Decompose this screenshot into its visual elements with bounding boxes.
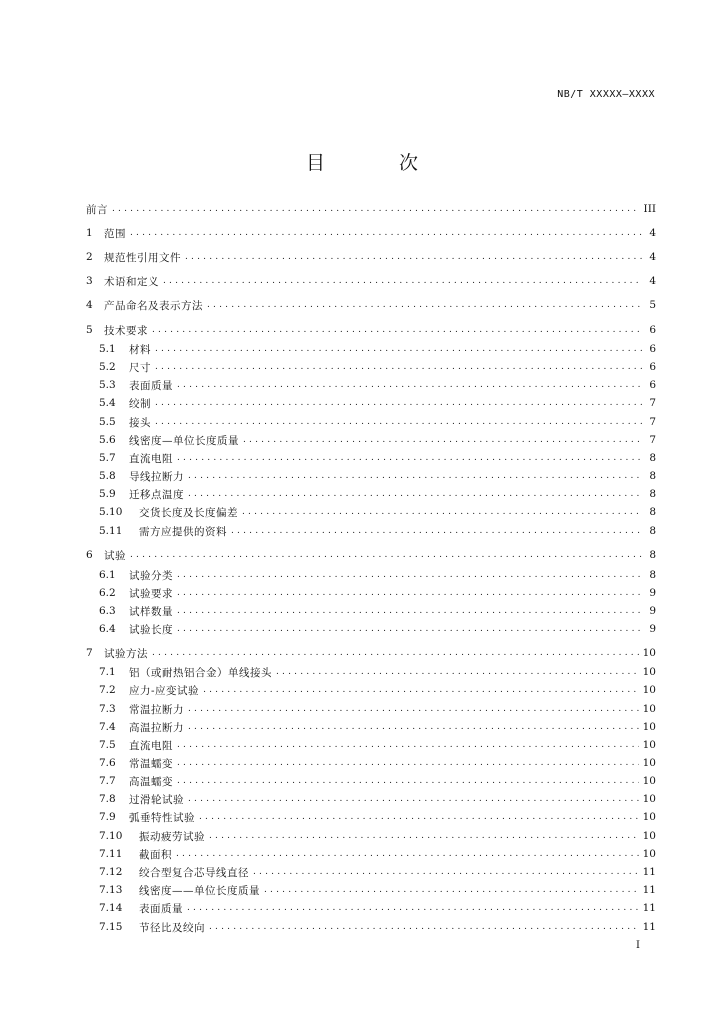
toc-leader xyxy=(152,321,642,339)
toc-page: 10 xyxy=(642,775,656,787)
toc-subentry[interactable] xyxy=(99,881,656,899)
toc-label: 术语和定义 xyxy=(104,275,159,288)
toc-number: 3 xyxy=(86,275,93,287)
toc-number: 5.3 xyxy=(99,379,116,391)
toc-number: 7.2 xyxy=(99,684,116,696)
toc-entry[interactable] xyxy=(86,644,656,662)
toc-page: 10 xyxy=(642,647,656,659)
toc-label: 交货长度及长度偏差 xyxy=(139,506,238,519)
toc-leader xyxy=(203,681,639,699)
toc-number: 6.4 xyxy=(99,623,116,635)
toc-label: 试样数量 xyxy=(129,605,173,618)
toc-label: 铝（或耐热铝合金）单线接头 xyxy=(129,666,272,679)
toc-subentry[interactable] xyxy=(99,918,656,936)
toc-label: 高温拉断力 xyxy=(129,721,184,734)
toc-label: 过滑轮试验 xyxy=(129,793,184,806)
toc-subentry[interactable] xyxy=(99,681,656,699)
toc-entry[interactable] xyxy=(86,296,656,314)
toc-subentry[interactable] xyxy=(99,863,656,881)
toc-subentry[interactable] xyxy=(99,566,656,584)
toc-subentry[interactable] xyxy=(99,718,656,736)
toc-leader xyxy=(177,772,639,790)
toc-number: 7.4 xyxy=(99,721,116,733)
toc-subentry[interactable] xyxy=(99,522,656,540)
toc-subentry[interactable] xyxy=(99,358,656,376)
toc-label: 尺寸 xyxy=(129,361,151,374)
toc-subentry[interactable] xyxy=(99,736,656,754)
toc-leader xyxy=(176,845,639,863)
toc-leader xyxy=(155,394,642,412)
toc-entry[interactable] xyxy=(86,224,656,242)
toc-page: 10 xyxy=(642,666,656,678)
toc-page: 10 xyxy=(642,721,656,733)
toc-number: 6.1 xyxy=(99,569,116,581)
toc-label: 绞制 xyxy=(129,397,151,410)
toc-entry[interactable] xyxy=(86,248,656,266)
toc-leader xyxy=(242,503,642,521)
toc-subentry[interactable] xyxy=(99,376,656,394)
toc-leader xyxy=(264,881,639,899)
toc-subentry[interactable] xyxy=(99,772,656,790)
toc-page: 11 xyxy=(642,866,656,878)
toc-page: 8 xyxy=(649,549,656,561)
toc-number: 5.6 xyxy=(99,434,116,446)
toc-label: 振动疲劳试验 xyxy=(139,830,205,843)
toc-subentry[interactable] xyxy=(99,503,656,521)
toc-leader xyxy=(152,644,639,662)
toc-page: 8 xyxy=(649,569,656,581)
toc-leader xyxy=(187,899,639,917)
toc-subentry[interactable] xyxy=(99,431,656,449)
toc-page: 9 xyxy=(649,605,656,617)
toc-number: 7.12 xyxy=(99,866,123,878)
toc-page: 7 xyxy=(649,416,656,428)
toc-leader xyxy=(188,790,639,808)
toc-page: 9 xyxy=(649,623,656,635)
toc-leader xyxy=(209,918,639,936)
toc-label: 规范性引用文件 xyxy=(104,251,181,264)
toc-leader xyxy=(130,546,642,564)
toc-number: 7.5 xyxy=(99,739,116,751)
toc-leader xyxy=(177,602,642,620)
toc-label: 线密度——单位长度质量 xyxy=(139,884,260,897)
toc-subentry[interactable] xyxy=(99,790,656,808)
page-number: I xyxy=(636,940,640,951)
toc-subentry[interactable] xyxy=(99,340,656,358)
toc-leader xyxy=(207,296,642,314)
toc-page: 8 xyxy=(649,452,656,464)
toc-subentry[interactable] xyxy=(99,584,656,602)
toc-leader xyxy=(253,863,639,881)
toc-page: 10 xyxy=(642,848,656,860)
toc-page: 11 xyxy=(642,921,656,933)
toc-label: 范围 xyxy=(104,227,126,240)
toc-number: 1 xyxy=(86,227,93,239)
toc-entry[interactable] xyxy=(86,272,656,290)
toc-subentry[interactable] xyxy=(99,467,656,485)
toc-page: 6 xyxy=(649,361,656,373)
toc-label: 技术要求 xyxy=(104,324,148,337)
toc-leader xyxy=(276,663,639,681)
toc-label: 线密度—单位长度质量 xyxy=(129,434,239,447)
toc-label: 应力-应变试验 xyxy=(129,684,200,697)
toc-leader xyxy=(188,485,642,503)
toc-page: 4 xyxy=(649,251,656,263)
toc-number: 5.8 xyxy=(99,470,116,482)
toc-leader xyxy=(243,431,642,449)
toc-number: 7.14 xyxy=(99,902,123,914)
toc-page: 4 xyxy=(649,227,656,239)
toc-leader xyxy=(188,700,639,718)
toc-page: 8 xyxy=(649,470,656,482)
toc-leader xyxy=(112,200,640,218)
toc-number: 6.3 xyxy=(99,605,116,617)
toc-subentry[interactable] xyxy=(99,700,656,718)
toc-number: 7.9 xyxy=(99,811,116,823)
toc-leader xyxy=(163,272,642,290)
toc-leader xyxy=(155,413,642,431)
toc-label: 弧垂特性试验 xyxy=(129,811,195,824)
toc-number: 7.1 xyxy=(99,666,116,678)
toc-number: 5.5 xyxy=(99,416,116,428)
toc-entry-foreword[interactable] xyxy=(86,200,656,218)
toc-label: 产品命名及表示方法 xyxy=(104,299,203,312)
toc-label: 材料 xyxy=(129,343,151,356)
toc-number: 5.7 xyxy=(99,452,116,464)
toc-number: 5.11 xyxy=(99,525,123,537)
toc-subentry[interactable] xyxy=(99,602,656,620)
toc-leader xyxy=(188,467,642,485)
toc-entry[interactable] xyxy=(86,321,656,339)
toc-page: 11 xyxy=(642,884,656,896)
toc-leader xyxy=(209,827,639,845)
toc-page: 8 xyxy=(649,506,656,518)
toc-leader xyxy=(199,808,639,826)
toc-number: 7 xyxy=(86,647,93,659)
toc-number: 7.3 xyxy=(99,703,116,715)
toc-label: 前言 xyxy=(86,203,108,216)
toc-page: 6 xyxy=(649,379,656,391)
toc-page: 7 xyxy=(649,434,656,446)
toc-label: 表面质量 xyxy=(139,902,183,915)
toc-leader xyxy=(177,736,639,754)
toc-page: III xyxy=(643,203,656,215)
toc-label: 试验要求 xyxy=(129,587,173,600)
toc-number: 5.10 xyxy=(99,506,123,518)
toc-subentry[interactable] xyxy=(99,449,656,467)
toc-label: 试验 xyxy=(104,549,126,562)
toc-subentry[interactable] xyxy=(99,663,656,681)
toc-subentry[interactable] xyxy=(99,413,656,431)
toc-number: 2 xyxy=(86,251,93,263)
toc-page: 10 xyxy=(642,703,656,715)
toc-leader xyxy=(188,718,639,736)
toc-number: 5.1 xyxy=(99,343,116,355)
toc-page: 4 xyxy=(649,275,656,287)
toc-subentry[interactable] xyxy=(99,899,656,917)
toc-label: 试验方法 xyxy=(104,647,148,660)
toc-number: 5.4 xyxy=(99,397,116,409)
toc-number: 5.2 xyxy=(99,361,116,373)
toc-label: 直流电阻 xyxy=(129,452,173,465)
toc-subentry[interactable] xyxy=(99,394,656,412)
toc-page: 6 xyxy=(649,343,656,355)
toc-leader xyxy=(155,358,642,376)
document-code: NB/T XXXXX—XXXX xyxy=(557,89,655,100)
toc-page: 10 xyxy=(642,684,656,696)
toc-page: 6 xyxy=(649,324,656,336)
toc-entry[interactable] xyxy=(86,546,656,564)
toc-label: 需方应提供的资料 xyxy=(139,525,227,538)
toc-number: 6.2 xyxy=(99,587,116,599)
toc-subentry[interactable] xyxy=(99,620,656,638)
toc-label: 节径比及绞向 xyxy=(139,921,205,934)
toc-leader xyxy=(185,248,642,266)
toc-label: 绞合型复合芯导线直径 xyxy=(139,866,249,879)
toc-subentry[interactable] xyxy=(99,754,656,772)
toc-number: 6 xyxy=(86,549,93,561)
toc-label: 表面质量 xyxy=(129,379,173,392)
toc-label: 常温拉断力 xyxy=(129,703,184,716)
toc-label: 试验分类 xyxy=(129,569,173,582)
toc-label: 高温蠕变 xyxy=(129,775,173,788)
toc-subentry[interactable] xyxy=(99,485,656,503)
toc-number: 5 xyxy=(86,324,93,336)
toc-number: 7.6 xyxy=(99,757,116,769)
toc-number: 7.13 xyxy=(99,884,123,896)
toc-label: 截面积 xyxy=(139,848,172,861)
toc-label: 迁移点温度 xyxy=(129,488,184,501)
toc-page: 10 xyxy=(642,757,656,769)
toc-page: 8 xyxy=(649,525,656,537)
toc-page: 10 xyxy=(642,830,656,842)
toc-number: 5.9 xyxy=(99,488,116,500)
toc-subentry[interactable] xyxy=(99,845,656,863)
toc-number: 7.7 xyxy=(99,775,116,787)
toc-label: 直流电阻 xyxy=(129,739,173,752)
toc-page: 8 xyxy=(649,488,656,500)
toc-leader xyxy=(177,449,642,467)
toc-number: 7.8 xyxy=(99,793,116,805)
toc-page: 5 xyxy=(649,299,656,311)
toc-page: 7 xyxy=(649,397,656,409)
toc-label: 常温蠕变 xyxy=(129,757,173,770)
toc-subentry[interactable] xyxy=(99,827,656,845)
toc-page: 10 xyxy=(642,811,656,823)
toc-page: 11 xyxy=(642,902,656,914)
toc-page: 10 xyxy=(642,739,656,751)
toc-leader xyxy=(177,620,642,638)
toc-leader xyxy=(130,224,642,242)
toc-label: 导线拉断力 xyxy=(129,470,184,483)
toc-leader xyxy=(177,566,642,584)
toc-number: 7.15 xyxy=(99,921,123,933)
toc-leader xyxy=(177,376,642,394)
toc-leader xyxy=(231,522,642,540)
toc-label: 接头 xyxy=(129,416,151,429)
toc-leader xyxy=(155,340,642,358)
toc-leader xyxy=(177,754,639,772)
toc-page: 9 xyxy=(649,587,656,599)
toc-label: 试验长度 xyxy=(129,623,173,636)
toc-number: 4 xyxy=(86,299,93,311)
toc-subentry[interactable] xyxy=(99,808,656,826)
toc-number: 7.10 xyxy=(99,830,123,842)
page-title: 目 次 xyxy=(305,152,453,174)
toc-leader xyxy=(177,584,642,602)
toc-page: 10 xyxy=(642,793,656,805)
toc-number: 7.11 xyxy=(99,848,123,860)
